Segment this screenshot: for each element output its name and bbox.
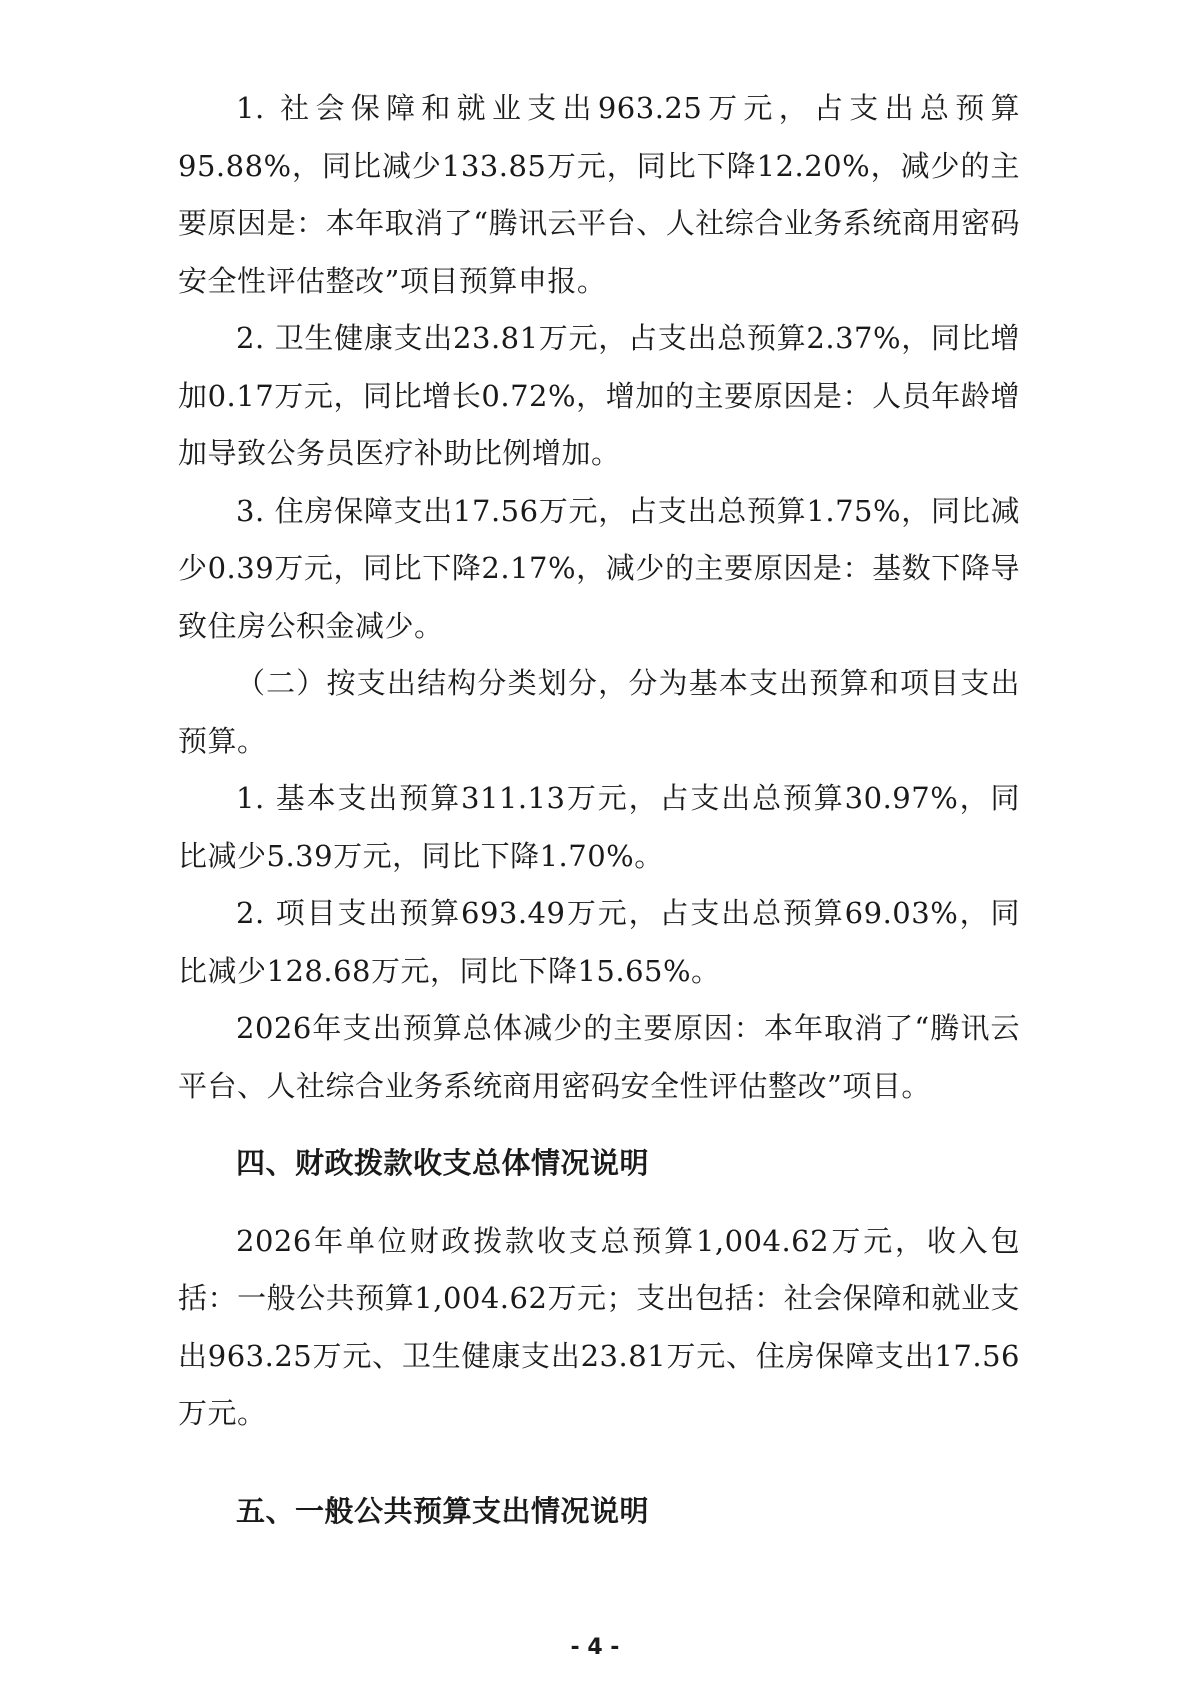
paragraph-housing: 3. 住房保障支出17.56万元，占支出总预算1.75%，同比减少0.39万元，同比下降2.17%，减少的主要原因是：基数下降导致住房公积金减少。 [178,493,1020,643]
page-number: - 4 - [570,1635,620,1660]
paragraph-structure-classification: （二）按支出结构分类划分，分为基本支出预算和项目支出预算。 [178,666,1020,758]
section-heading-5: 五、一般公共预算支出情况说明 [236,1493,650,1528]
paragraph-project-expenditure: 2. 项目支出预算693.49万元，占支出总预算69.03%，同比减少128.68万元，同比下降15.65%。 [178,896,1020,988]
paragraph-social-security: 1. 社会保障和就业支出963.25万元，占支出总预算95.88%，同比减少133.85万元，同比下降12.20%，减少的主要原因是：本年取消了“腾讯云平台、人社综合业务系统商用密码安全性评估整改”项目预算申报。 [178,91,1020,298]
spacer [178,1443,1020,1483]
document-page [178,80,1020,1540]
spacer [178,1193,1020,1213]
spacer [178,1115,1020,1135]
paragraph-overall-reason: 2026年支出预算总体减少的主要原因：本年取消了“腾讯云平台、人社综合业务系统商用密码安全性评估整改”项目。 [178,1011,1020,1103]
paragraph-fiscal-overview: 2026年单位财政拨款收支总预算1,004.62万元，收入包括：一般公共预算1,004.62万元；支出包括：社会保障和就业支出963.25万元、卫生健康支出23.81万元、住房保障支出17.56万元。 [178,1223,1020,1430]
section-heading-4: 四、财政拨款收支总体情况说明 [236,1146,650,1180]
paragraph-basic-expenditure: 1. 基本支出预算311.13万元，占支出总预算30.97%，同比减少5.39万元，同比下降1.70%。 [178,781,1020,873]
paragraph-health: 2. 卫生健康支出23.81万元，占支出总预算2.37%，同比增加0.17万元，同比增长0.72%，增加的主要原因是：人员年龄增加导致公务员医疗补助比例增加。 [178,321,1020,470]
